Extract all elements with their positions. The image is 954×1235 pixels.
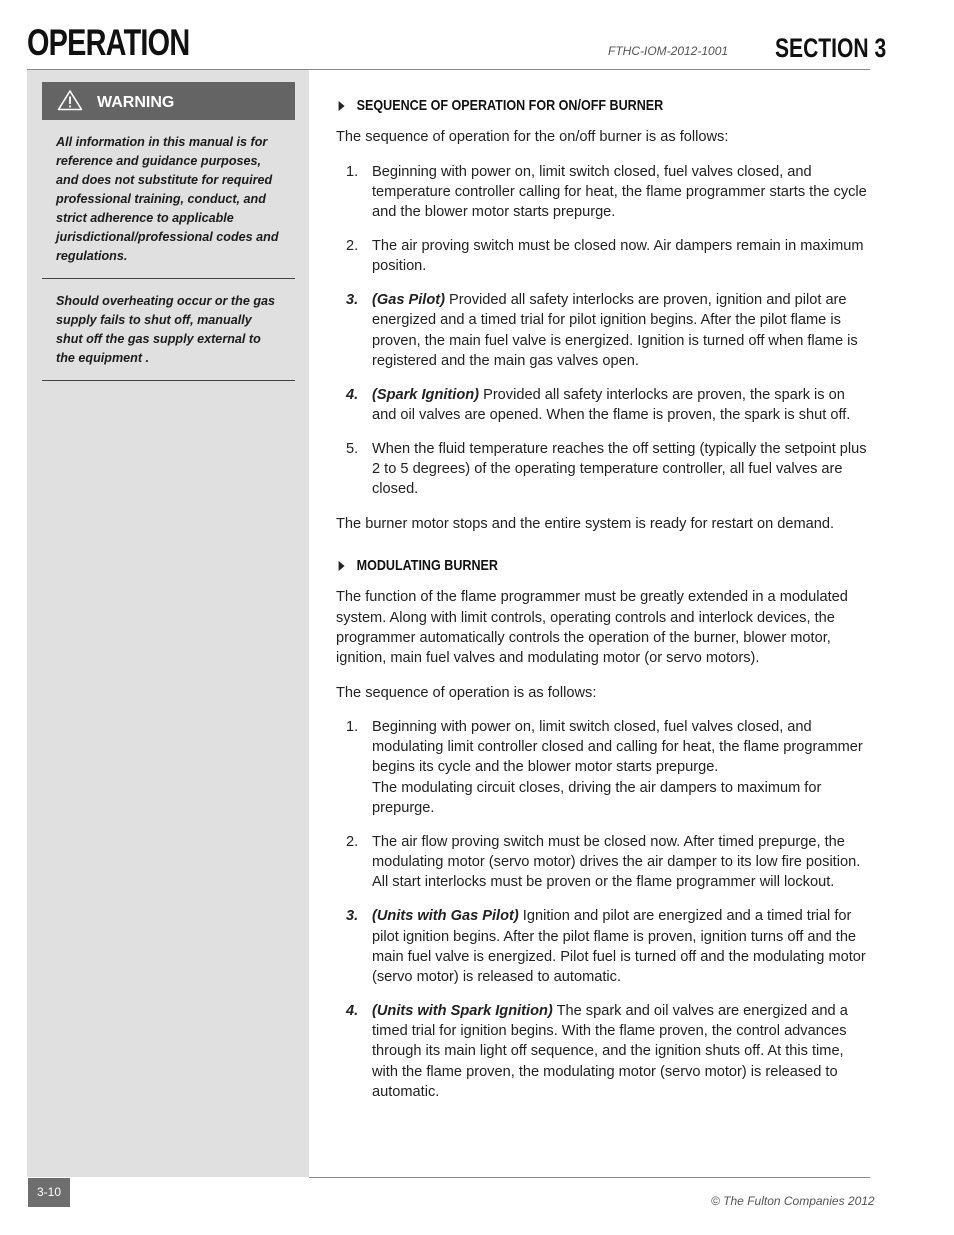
step-lead: (Gas Pilot) (372, 292, 445, 309)
step-number: 5. (346, 440, 359, 457)
step-text: The air flow proving switch must be closed now. After timed prepurge, the modulating motor (servo motor) drives the air damper to its low fire position. All start interlocks must be proven or the flame programmer will lockout. (372, 833, 861, 891)
step-number: 3. (346, 908, 359, 925)
section-heading-modulating: MODULATING BURNER (336, 556, 795, 576)
step-number: 1. (346, 163, 359, 180)
sidebar-divider (42, 278, 295, 279)
copyright: © The Fulton Companies 2012 (711, 1194, 875, 1208)
section-intro: The function of the flame programmer must be greatly extended in a modulated system. Along with limit controls, operating controls and interlock devices, the programmer automatically controls the operation of the burner, blower motor, ignition, main fuel valves and modulating motor (or servo motors). (336, 589, 848, 667)
step-item (336, 717, 870, 818)
step-number: 2. (346, 833, 359, 850)
modulating-steps-list (336, 717, 870, 1103)
document-id: FTHC-IOM-2012-1001 (608, 44, 729, 58)
step-number: 1. (346, 718, 359, 735)
section-outro: The burner motor stops and the entire system is ready for restart on demand. (336, 515, 835, 532)
step-lead: (Units with Spark Ignition) (372, 1002, 553, 1019)
step-lead: (Spark Ignition) (372, 386, 480, 403)
step-number: 4. (346, 1002, 359, 1019)
step-item (336, 1001, 870, 1102)
step-number: 2. (346, 237, 359, 254)
step-lead: (Units with Gas Pilot) (372, 908, 519, 925)
sidebar-divider (42, 380, 295, 381)
step-item (336, 832, 870, 893)
step-text-continued: The modulating circuit closes, driving the air dampers to maximum for prepurge. (372, 779, 822, 817)
page-number: 3-10 (28, 1178, 70, 1207)
step-text: Beginning with power on, limit switch closed, fuel valves closed, and modulating limit controller closed and calling for heat, the flame programmer begins its cycle and the blower motor starts prepurge. (372, 718, 863, 776)
step-text: The spark and oil valves are energized and a timed trial for ignition begins. With the flame proven, the control advances through its main light off sequence, and the ignition shuts off. At this time, with the flame proven, the modulating motor (servo motor) is released to automatic. (372, 1002, 848, 1101)
step-text: Beginning with power on, limit switch closed, fuel valves closed, and temperature controller calling for heat, the flame programmer starts the cycle and the blower motor starts prepurge. (372, 163, 867, 221)
triangle-bullet-icon (339, 561, 345, 571)
section-intro-2: The sequence of operation is as follows: (336, 684, 597, 701)
disclaimer-note: All information in this manual is for reference and guidance purposes, and does not substitute for required professional training, conduct, and strict adherence to applicable jurisdictional/professional codes and regulations. (56, 135, 279, 263)
footer-divider (309, 1177, 870, 1178)
step-number: 4. (346, 386, 359, 403)
step-item (336, 439, 870, 500)
overheating-note: Should overheating occur or the gas supply fails to shut off, manually shut off the gas supply external to the equipment . (56, 294, 276, 365)
triangle-bullet-icon (339, 101, 345, 111)
section-intro: The sequence of operation for the on/off burner is as follows: (336, 129, 729, 146)
onoff-steps-list (336, 162, 870, 500)
step-text: Provided all safety interlocks are proven, ignition and pilot are energized and a timed trial for pilot ignition begins. After the pilot flame is proven, the main fuel valve is energized. Ignition is turned off when flame is registered and the main gas valves open. (372, 292, 858, 369)
step-text: When the fluid temperature reaches the off setting (typically the setpoint plus 2 to 5 degrees) of the operating temperature controller, all fuel valves are closed. (372, 440, 867, 498)
step-text: Provided all safety interlocks are proven, the spark is on and oil valves are opened. When the flame is proven, the spark is shut off. (372, 386, 851, 424)
step-item (336, 385, 870, 426)
section-heading-onoff: SEQUENCE OF OPERATION FOR ON/OFF BURNER (336, 96, 795, 116)
step-item (336, 906, 870, 987)
step-item (336, 236, 870, 277)
step-item (336, 162, 870, 223)
section-label: SECTION 3 (775, 33, 887, 63)
step-item (336, 290, 870, 371)
step-number: 3. (346, 292, 359, 309)
warning-banner (42, 82, 295, 120)
step-text: Ignition and pilot are energized and a timed trial for pilot ignition begins. After the pilot flame is proven, ignition turns off and the main fuel valve is energized. Pilot fuel is turned off and the modulating motor (servo motor) is released to automatic. (372, 908, 866, 986)
warning-label: WARNING (97, 94, 175, 111)
warning-triangle-icon (57, 89, 83, 111)
main-content (336, 96, 870, 1116)
page-title: OPERATION (27, 22, 190, 63)
step-text: The air proving switch must be closed now. Air dampers remain in maximum position. (372, 237, 864, 275)
